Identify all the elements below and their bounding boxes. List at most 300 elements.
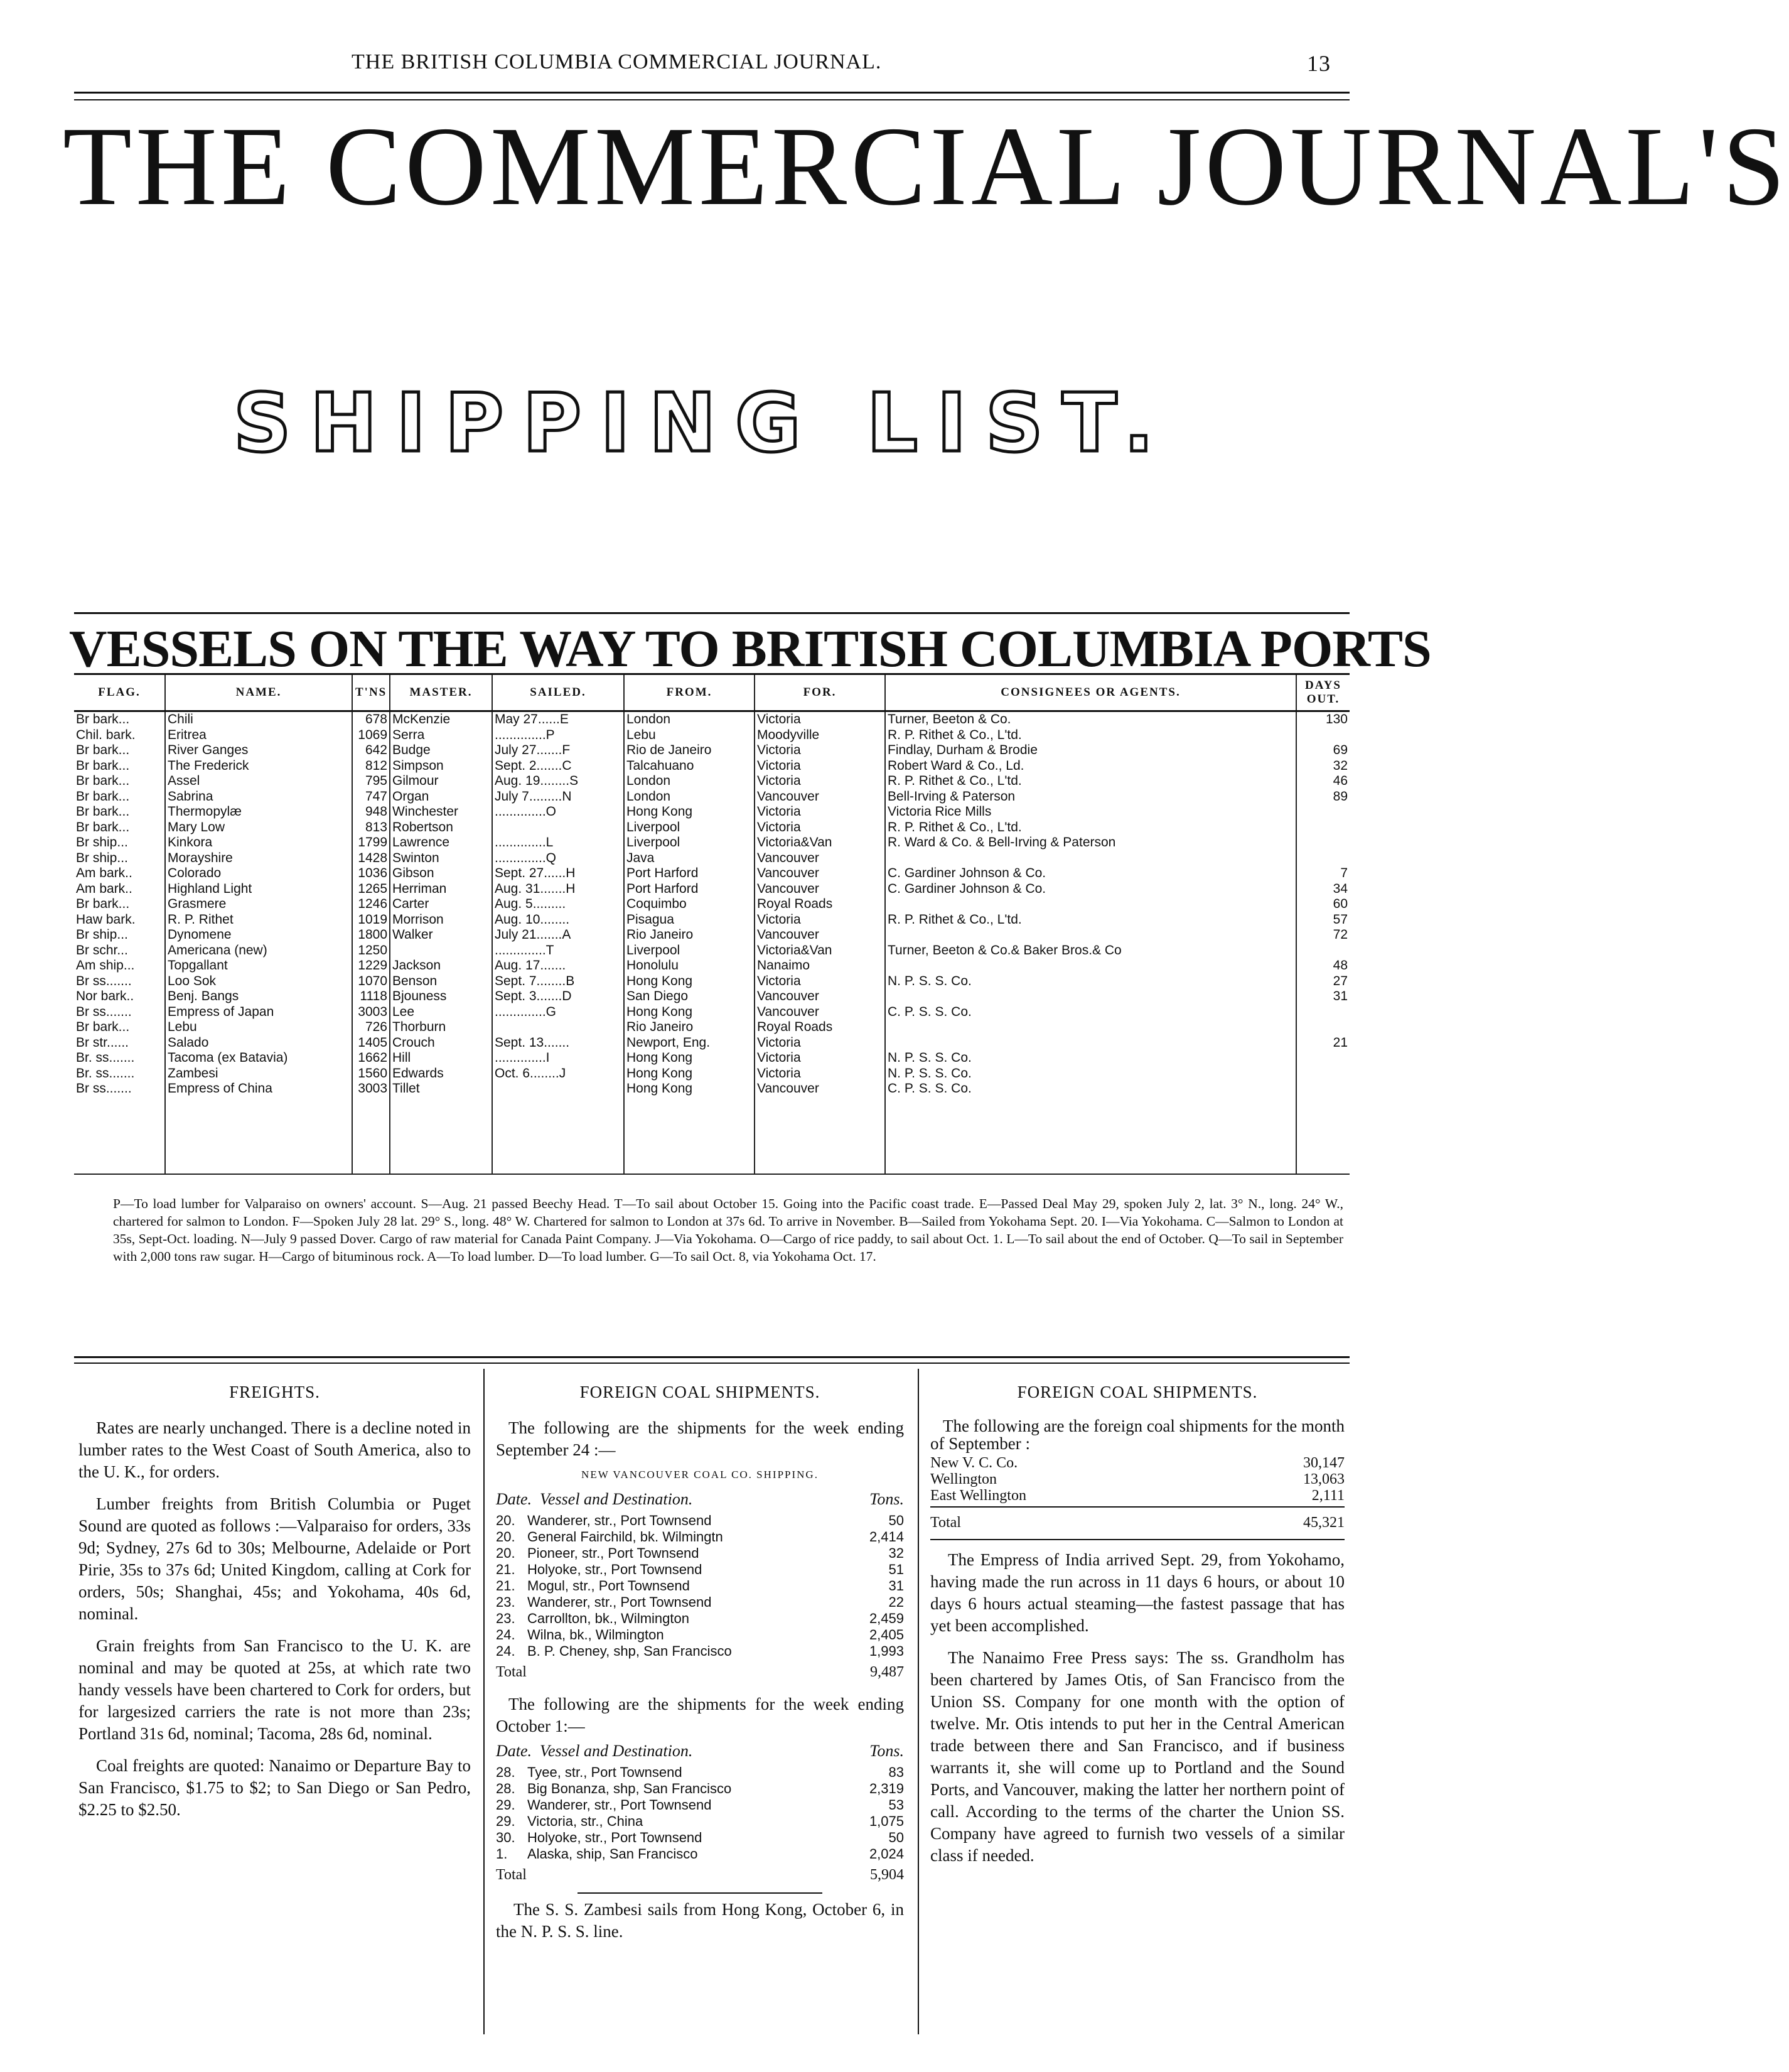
table-cell: Jackson (390, 958, 492, 974)
table-cell: Royal Roads (755, 897, 885, 912)
table-row (74, 1050, 1350, 1066)
table-header-row (74, 674, 1350, 711)
table-cell: Rio de Janeiro (624, 743, 755, 758)
table-cell (165, 1143, 352, 1158)
table-cell (755, 1112, 885, 1128)
table-cell (492, 1020, 624, 1035)
table-cell: Royal Roads (755, 1020, 885, 1035)
shipment-date: 1. (496, 1846, 508, 1862)
shipment-vessel: Pioneer, str., Port Townsend (527, 1545, 699, 1561)
table-cell (885, 1097, 1296, 1113)
table-cell: Liverpool (624, 835, 755, 851)
table-cell (390, 1158, 492, 1175)
table-cell: Br ship... (76, 927, 128, 942)
shipment-vessel: Mogul, str., Port Townsend (527, 1578, 690, 1594)
shipment-tons: 51 (888, 1562, 904, 1577)
table-cell (492, 1128, 624, 1143)
shipment-vessel: Wanderer, str., Port Townsend (527, 1513, 712, 1528)
table-row (74, 943, 1350, 959)
table-row (74, 1035, 1350, 1051)
table-cell (1296, 1143, 1350, 1158)
table-cell: Thorburn (390, 1020, 492, 1035)
columns-rule-thin (74, 1362, 1350, 1364)
monthly-shipment-row (930, 1487, 1345, 1504)
table-cell: 3003 (352, 1081, 390, 1097)
shipper-tons: 13,063 (1303, 1471, 1345, 1487)
freights-paragraph: Grain freights from San Francisco to the U. K. are nominal and may be quoted at 25s, at which rate two handy vessels have been chartered to Cork for orders, but for largesized carriers the rate is not more than 23s; Portland 31s 6d, nominal; Tacoma, 28s 6d, nominal. (78, 1636, 471, 1743)
freights-heading: FREIGHTS. (229, 1383, 320, 1401)
columns-rule (74, 1356, 1350, 1358)
table-cell: Thermopylæ (165, 804, 352, 820)
table-cell: Br bark... (76, 789, 130, 804)
table-cell (492, 820, 624, 836)
table-cell: Honolulu (624, 958, 755, 974)
shipper-name: East Wellington (930, 1487, 1026, 1504)
shipment-tons: 50 (888, 1830, 904, 1845)
table-cell (1296, 1066, 1350, 1082)
table-cell: Victoria&Van (755, 835, 885, 851)
total-value: 9,487 (870, 1664, 904, 1680)
table-cell: Benj. Bangs (165, 989, 352, 1005)
table-row (74, 728, 1350, 743)
coal-middle-heading: FOREIGN COAL SHIPMENTS. (579, 1383, 820, 1401)
table-cell (352, 1128, 390, 1143)
coal-week1-total (496, 1659, 904, 1685)
header-rule-thin (74, 99, 1350, 100)
table-cell: River Ganges (165, 743, 352, 758)
table-cell: 812 (352, 758, 390, 774)
table-cell: Tillet (390, 1081, 492, 1097)
table-cell: Tacoma (ex Batavia) (165, 1050, 352, 1066)
table-body (74, 711, 1350, 1175)
column-header: MASTER. (390, 674, 492, 711)
table-cell: Hong Kong (624, 1005, 755, 1020)
table-cell: Lawrence (390, 835, 492, 851)
table-cell: 1428 (352, 851, 390, 866)
shipment-row (496, 1529, 904, 1545)
shipment-tons: 2,459 (869, 1611, 904, 1626)
table-cell: Liverpool (624, 943, 755, 959)
table-cell: Hong Kong (624, 804, 755, 820)
table-cell: Newport, Eng. (624, 1035, 755, 1051)
table-cell (165, 1112, 352, 1128)
shipment-tons: 2,414 (869, 1529, 904, 1545)
table-cell: C. P. S. S. Co. (885, 1081, 1296, 1097)
table-cell (492, 1097, 624, 1113)
table-cell (885, 1020, 1296, 1035)
table-cell (885, 1158, 1296, 1175)
shipment-date: 28. (496, 1764, 515, 1780)
table-cell: 747 (352, 789, 390, 805)
table-cell (352, 1143, 390, 1158)
shipment-tons: 1,075 (869, 1813, 904, 1829)
table-cell (885, 1143, 1296, 1158)
table-cell: Hong Kong (624, 1066, 755, 1082)
coal-right-intro: The following are the foreign coal shipments for the month of September : (930, 1416, 1345, 1453)
shipment-date: 28. (496, 1781, 515, 1796)
shipment-date: 29. (496, 1813, 515, 1829)
table-cell: Walker (390, 927, 492, 943)
shipment-vessel: General Fairchild, bk. Wilmingtn (527, 1529, 723, 1545)
table-cell: Morayshire (165, 851, 352, 866)
table-cell: Topgallant (165, 958, 352, 974)
table-cell: Dynomene (165, 927, 352, 943)
table-cell: Rio Janeiro (624, 927, 755, 943)
table-cell (1296, 851, 1350, 866)
table-cell: Aug. 31.......H (492, 882, 624, 897)
shipper-name: New V. C. Co. (930, 1455, 1018, 1471)
table-cell: Br bark... (76, 712, 130, 726)
table-cell: Nanaimo (755, 958, 885, 974)
shipment-row (496, 1562, 904, 1578)
table-cell: Victoria (755, 1050, 885, 1066)
shipment-date: 20. (496, 1529, 515, 1545)
table-cell: 72 (1296, 927, 1350, 943)
table-cell: San Diego (624, 989, 755, 1005)
table-cell (352, 1158, 390, 1175)
table-cell: ..............I (492, 1050, 624, 1066)
table-cell: 32 (1296, 758, 1350, 774)
shipment-vessel: B. P. Cheney, shp, San Francisco (527, 1643, 732, 1659)
table-cell: Winchester (390, 804, 492, 820)
table-cell: Hill (390, 1050, 492, 1066)
table-cell: 31 (1296, 989, 1350, 1005)
table-cell: 7 (1296, 866, 1350, 882)
table-row (74, 1158, 1350, 1175)
shipper-tons: 2,111 (1311, 1487, 1345, 1504)
table-footnotes: P—To load lumber for Valparaiso on owners' account. S—Aug. 21 passed Beechy Head. T—To sail about October 15. Going into the Pacific coast trade. E—Passed Deal May 29, spoken July 2, lat. 3° N., long. 24° W., chartered for salmon to London. F—Spoken July 28 lat. 29° S., long. 48° W. Chartered for salmon to London at 37s 6d. To arrive in November. B—Sailed from Yokohama Sept. 20. I—Via Yokohama. C—Salmon to London at 35s, Sept-Oct. loading. N—July 9 passed Dover. Cargo of raw material for Canada Paint Company. J—Via Yokohama. O—Cargo of rice paddy, to sail about Oct. 1. L—To sail about the end of October. Q—To sail in September with 2,000 tons raw sugar. H—Cargo of bituminous rock. A—To load lumber. D—To load lumber. G—To sail Oct. 8, via Yokohama Oct. 17. (113, 1196, 1343, 1264)
column-header: DAYS OUT. (1296, 674, 1350, 711)
table-cell (1296, 820, 1350, 836)
col-header-tons: Tons. (869, 1490, 904, 1508)
table-cell (390, 1112, 492, 1128)
table-cell: Robert Ward & Co., Ld. (885, 758, 1296, 774)
table-cell: 1118 (352, 989, 390, 1005)
table-cell: 48 (1296, 958, 1350, 974)
coal-shipments-right (930, 1381, 1345, 1877)
table-cell: 34 (1296, 882, 1350, 897)
shipment-row (496, 1764, 904, 1781)
col-header-tons: Tons. (869, 1742, 904, 1760)
table-cell: Talcahuano (624, 758, 755, 774)
table-cell: Gibson (390, 866, 492, 882)
table-cell: Am ship... (76, 958, 135, 973)
table-cell: Loo Sok (165, 974, 352, 990)
table-cell: Assel (165, 774, 352, 789)
table-cell: N. P. S. S. Co. (885, 1066, 1296, 1082)
table-cell: Br ship... (76, 850, 128, 865)
shipment-date: 21. (496, 1578, 515, 1594)
table-cell: Victoria&Van (755, 943, 885, 959)
table-cell: Br bark... (76, 774, 130, 788)
table-cell: Sept. 7........B (492, 974, 624, 990)
main-title: THE COMMERCIAL JOURNAL'S (63, 104, 1789, 229)
table-cell: Sept. 2.......C (492, 758, 624, 774)
coal-col-headers-2 (496, 1740, 904, 1762)
table-cell: Vancouver (755, 851, 885, 866)
shipment-tons: 2,405 (869, 1627, 904, 1643)
table-cell: Empress of Japan (165, 1005, 352, 1020)
shipment-vessel: Victoria, str., China (527, 1813, 643, 1829)
table-cell: Benson (390, 974, 492, 990)
table-cell: ..............L (492, 835, 624, 851)
shipment-tons: 2,024 (869, 1846, 904, 1862)
table-cell: London (624, 774, 755, 789)
table-cell: 1799 (352, 835, 390, 851)
table-cell: Robertson (390, 820, 492, 836)
table-cell (1296, 1128, 1350, 1143)
monthly-shipment-row (930, 1455, 1345, 1471)
table-cell: Crouch (390, 1035, 492, 1051)
table-cell: 1662 (352, 1050, 390, 1066)
shipment-tons: 83 (888, 1764, 904, 1780)
column-header: T'NS (352, 674, 390, 711)
table-cell: Coquimbo (624, 897, 755, 912)
table-row (74, 1020, 1350, 1035)
table-cell: Budge (390, 743, 492, 758)
table-cell: 1229 (352, 958, 390, 974)
shipment-vessel: Wanderer, str., Port Townsend (527, 1797, 712, 1813)
table-row (74, 1097, 1350, 1113)
table-cell (1296, 1050, 1350, 1066)
table-cell: Aug. 17....... (492, 958, 624, 974)
table-cell: 57 (1296, 912, 1350, 928)
table-cell: Hong Kong (624, 1050, 755, 1066)
table-cell: Br str...... (76, 1035, 129, 1050)
table-cell: Pisagua (624, 912, 755, 928)
table-cell: Vancouver (755, 989, 885, 1005)
table-cell (755, 1097, 885, 1113)
table-cell: Rio Janeiro (624, 1020, 755, 1035)
table-cell (492, 1143, 624, 1158)
shipment-row (496, 1781, 904, 1797)
shipment-row (496, 1611, 904, 1627)
table-cell: Americana (new) (165, 943, 352, 959)
table-cell (885, 1112, 1296, 1128)
table-cell: 795 (352, 774, 390, 789)
table-cell: Br. ss....... (76, 1066, 135, 1081)
table-cell: Findlay, Durham & Brodie (885, 743, 1296, 758)
shipment-vessel: Wanderer, str., Port Townsend (527, 1594, 712, 1610)
table-row (74, 912, 1350, 928)
shipment-tons: 22 (888, 1594, 904, 1610)
table-cell (624, 1158, 755, 1175)
freights-paragraph: Rates are nearly unchanged. There is a decline noted in lumber rates to the West Coast of South America, also to the U. K., for orders. (78, 1418, 471, 1481)
shipment-row (496, 1594, 904, 1611)
divider (578, 1892, 822, 1894)
table-row (74, 774, 1350, 789)
table-cell: Am bark.. (76, 881, 132, 896)
table-cell (165, 1128, 352, 1143)
table-cell: Liverpool (624, 820, 755, 836)
column-header: FROM. (624, 674, 755, 711)
table-cell: Hong Kong (624, 1081, 755, 1097)
col-header-date: Date. (496, 1490, 532, 1508)
monthly-shipment-row (930, 1471, 1345, 1487)
table-cell: Br bark... (76, 1020, 130, 1034)
shipment-date: 23. (496, 1611, 515, 1626)
table-cell (390, 1097, 492, 1113)
table-cell: Aug. 5......... (492, 897, 624, 912)
table-cell: Victoria (755, 774, 885, 789)
table-cell: Victoria (755, 1035, 885, 1051)
table-cell (1296, 943, 1350, 959)
page-number: 13 (1307, 51, 1331, 76)
table-cell (74, 1143, 165, 1158)
table-cell: 1250 (352, 943, 390, 959)
total-value: 45,321 (1303, 1514, 1345, 1531)
divider (930, 1506, 1345, 1508)
shipment-vessel: Alaska, ship, San Francisco (527, 1846, 698, 1862)
table-cell (624, 1097, 755, 1113)
section-rule-top (74, 612, 1350, 614)
table-cell (1296, 1158, 1350, 1175)
table-cell: R. P. Rithet (165, 912, 352, 928)
table-cell: N. P. S. S. Co. (885, 1050, 1296, 1066)
table-cell: July 27.......F (492, 743, 624, 758)
shipment-row (496, 1545, 904, 1562)
table-cell: 1800 (352, 927, 390, 943)
table-cell: Victoria (755, 974, 885, 990)
table-cell: Br bark... (76, 897, 130, 911)
shipment-tons: 31 (888, 1578, 904, 1594)
table-cell: Nor bark.. (76, 989, 134, 1003)
shipment-row (496, 1846, 904, 1862)
table-cell: Carter (390, 897, 492, 912)
table-cell: McKenzie (390, 711, 492, 728)
table-row (74, 1128, 1350, 1143)
table-cell (755, 1158, 885, 1175)
table-cell: 1069 (352, 728, 390, 743)
table-cell: Grasmere (165, 897, 352, 912)
coal-month-list (930, 1455, 1345, 1504)
coal-shipments-middle (496, 1381, 904, 1953)
shipment-date: 29. (496, 1797, 515, 1813)
shipping-list-title: SHIPPING LIST. (233, 377, 1173, 470)
table-cell: Vancouver (755, 789, 885, 805)
coal-week1-list (496, 1513, 904, 1659)
table-cell: Haw bark. (76, 912, 136, 927)
table-cell (165, 1097, 352, 1113)
table-row (74, 711, 1350, 728)
table-cell: Vancouver (755, 927, 885, 943)
header-rule (74, 92, 1350, 94)
shipment-vessel: Holyoke, str., Port Townsend (527, 1562, 702, 1577)
table-row (74, 1112, 1350, 1128)
table-cell: Swinton (390, 851, 492, 866)
table-cell: 948 (352, 804, 390, 820)
shipment-row (496, 1513, 904, 1529)
table-cell: 27 (1296, 974, 1350, 990)
table-cell: London (624, 789, 755, 805)
table-cell: July 21.......A (492, 927, 624, 943)
table-cell (492, 1081, 624, 1097)
table-cell: Lebu (165, 1020, 352, 1035)
shipper-tons: 30,147 (1303, 1455, 1345, 1471)
column-header: NAME. (165, 674, 352, 711)
coal-right-heading: FOREIGN COAL SHIPMENTS. (1017, 1383, 1258, 1401)
table-cell: Bjouness (390, 989, 492, 1005)
table-cell: Moodyville (755, 728, 885, 743)
shipment-vessel: Carrollton, bk., Wilmington (527, 1611, 689, 1626)
table-cell (390, 1143, 492, 1158)
shipment-vessel: Wilna, bk., Wilmington (527, 1627, 664, 1643)
table-cell (885, 958, 1296, 974)
table-cell (74, 1097, 165, 1113)
table-cell: 89 (1296, 789, 1350, 805)
table-row (74, 897, 1350, 912)
table-cell: 69 (1296, 743, 1350, 758)
table-cell: Gilmour (390, 774, 492, 789)
shipment-tons: 50 (888, 1513, 904, 1528)
shipment-tons: 1,993 (869, 1643, 904, 1659)
table-row (74, 743, 1350, 758)
total-label: Total (496, 1867, 527, 1883)
coal-middle-intro-2: The following are the shipments for the week ending October 1:— (496, 1695, 904, 1735)
table-cell: Br. ss....... (76, 1050, 135, 1065)
coal-month-total (930, 1510, 1345, 1535)
table-cell (1296, 1081, 1350, 1097)
table-cell (352, 1097, 390, 1113)
table-cell: Br bark... (76, 743, 130, 757)
column-divider-1 (483, 1369, 485, 2034)
table-cell: Chil. bark. (76, 727, 136, 742)
table-cell: 1405 (352, 1035, 390, 1051)
shipment-row (496, 1830, 904, 1846)
total-label: Total (496, 1664, 527, 1680)
shipment-tons: 32 (888, 1545, 904, 1561)
table-cell (755, 1128, 885, 1143)
table-cell: Br schr... (76, 942, 128, 958)
table-row (74, 1066, 1350, 1082)
table-cell: R. P. Rithet & Co., L'td. (885, 912, 1296, 928)
table-cell: Chili (165, 711, 352, 728)
table-row (74, 989, 1350, 1005)
coal-company: NEW VANCOUVER COAL CO. SHIPPING. (581, 1469, 819, 1481)
table-cell: Java (624, 851, 755, 866)
table-cell: Sabrina (165, 789, 352, 805)
table-cell: Br bark... (76, 819, 130, 834)
column-header: CONSIGNEES OR AGENTS. (885, 674, 1296, 711)
table-cell: R. P. Rithet & Co., L'td. (885, 774, 1296, 789)
table-cell: Am bark.. (76, 866, 132, 880)
table-row (74, 1005, 1350, 1020)
shipment-row (496, 1643, 904, 1659)
table-row (74, 851, 1350, 866)
table-cell: Salado (165, 1035, 352, 1051)
table-row (74, 1143, 1350, 1158)
table-cell (74, 1158, 165, 1175)
table-cell: ..............Q (492, 851, 624, 866)
table-cell: Hong Kong (624, 974, 755, 990)
freights-paragraph: Coal freights are quoted: Nanaimo or Departure Bay to San Francisco, $1.75 to $2; to San Diego or San Pedro, $2.25 to $2.50. (78, 1756, 471, 1819)
table-cell (885, 1035, 1296, 1051)
table-cell (885, 851, 1296, 866)
grandholm-paragraph: The Nanaimo Free Press says: The ss. Grandholm has been chartered by James Otis, of San Francisco from the Union SS. Company for one month with the option of twelve. Mr. Otis intends to put her in the Central American trade between there and San Francisco, and if business warrants it, she will come up to Portland and the Sound Ports, and Vancouver, making the latter her northern point of call. According to the terms of the charter the Union SS. Company have agreed to furnish two vessels of a similar class if needed. (930, 1648, 1345, 1865)
shipper-name: Wellington (930, 1471, 997, 1487)
table-row (74, 820, 1350, 836)
table-cell: 1560 (352, 1066, 390, 1082)
table-cell: Aug. 10........ (492, 912, 624, 928)
table-cell: Br ss....... (76, 973, 132, 988)
table-cell: Empress of China (165, 1081, 352, 1097)
table-row (74, 758, 1350, 774)
column-divider-2 (918, 1369, 919, 2034)
table-cell: Br bark... (76, 758, 130, 773)
table-cell: The Frederick (165, 758, 352, 774)
shipment-vessel: Holyoke, str., Port Townsend (527, 1830, 702, 1845)
table-cell: Victoria Rice Mills (885, 804, 1296, 820)
